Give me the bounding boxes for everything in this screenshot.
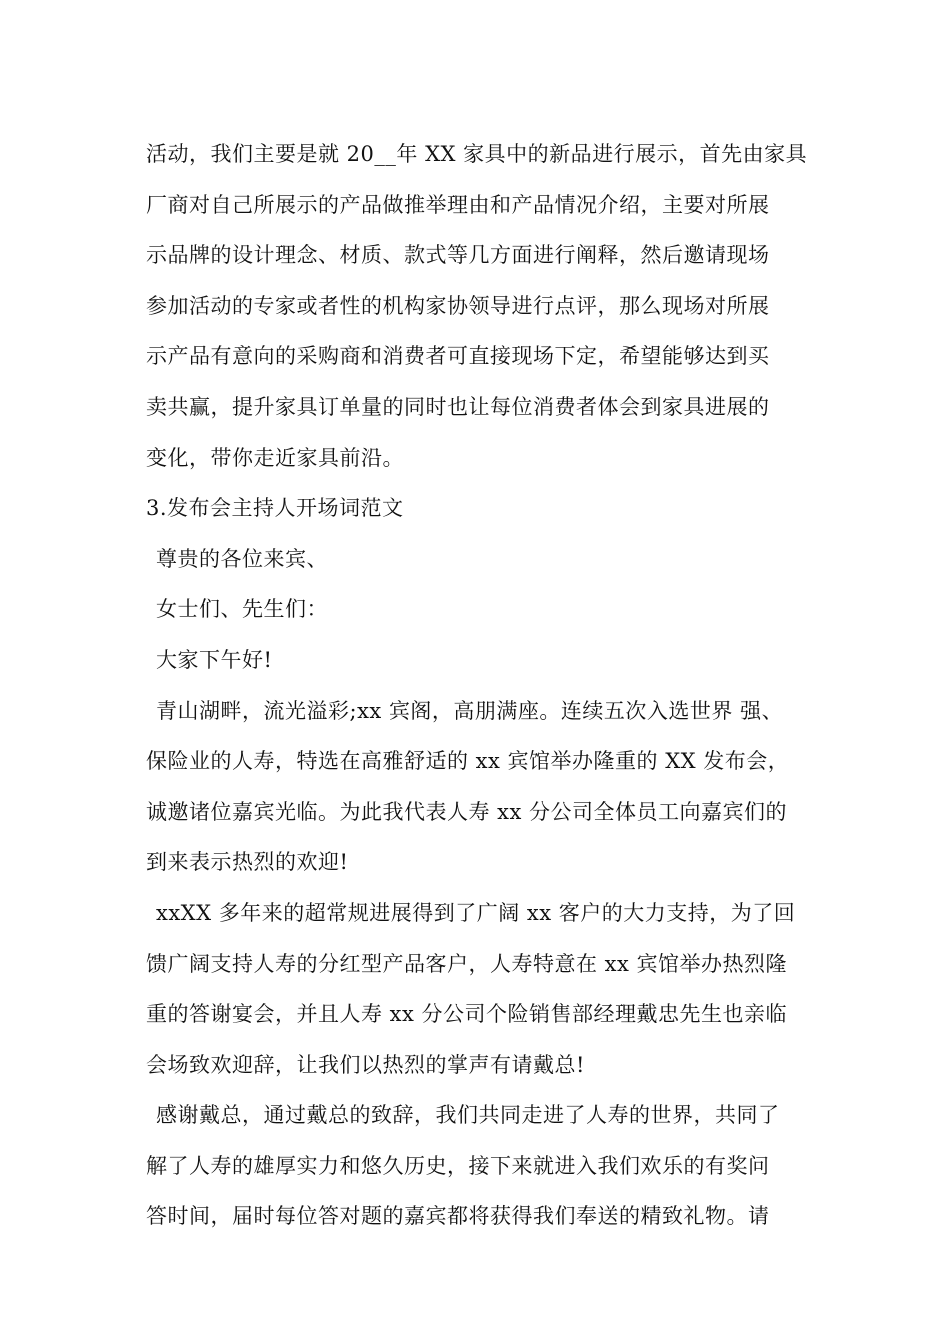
paragraph-3-line-1: 感谢戴总，通过戴总的致辞，我们共同走进了人寿的世界，共同了 (156, 1103, 780, 1128)
text-line-1: 活动，我们主要是就 20__年 XX 家具中的新品进行展示，首先由家具 (146, 142, 808, 166)
paragraph-1-line-2: 保险业的人寿，特选在高雅舒适的 xx 宾馆举办隆重的 XX 发布会， (146, 749, 790, 774)
greeting-line-1: 尊贵的各位来宾、 (156, 546, 328, 571)
text-line-6: 卖共赢，提升家具订单量的同时也让每位消费者体会到家具进展的 (146, 394, 770, 419)
text-line-2: 厂商对自己所展示的产品做推举理由和产品情况介绍，主要对所展 (146, 192, 770, 217)
text-line-4: 参加活动的专家或者性的机构家协领导进行点评，那么现场对所展 (146, 293, 770, 318)
paragraph-3-line-2: 解了人寿的雄厚实力和悠久历史，接下来就进入我们欢乐的有奖问 (146, 1153, 770, 1178)
paragraph-2-line-3: 重的答谢宴会，并且人寿 xx 分公司个险销售部经理戴忠先生也亲临 (146, 1002, 788, 1027)
text-line-5: 示产品有意向的采购商和消费者可直接现场下定，希望能够达到买 (146, 344, 770, 369)
paragraph-2-line-2: 馈广阔支持人寿的分红型产品客户，人寿特意在 xx 宾馆举办热烈隆 (146, 951, 788, 976)
section-heading: 3.发布会主持人开场词范文 (146, 496, 404, 521)
paragraph-1-line-4: 到来表示热烈的欢迎! (146, 850, 349, 875)
paragraph-3-line-3: 答时间，届时每位答对题的嘉宾都将获得我们奉送的精致礼物。请 (146, 1204, 770, 1229)
document-body (146, 129, 826, 1242)
text-line-3: 示品牌的设计理念、材质、款式等几方面进行阐释，然后邀请现场 (146, 243, 770, 268)
greeting-line-3: 大家下午好! (156, 647, 273, 672)
paragraph-2-line-4: 会场致欢迎辞，让我们以热烈的掌声有请戴总! (146, 1052, 585, 1077)
paragraph-1-line-3: 诚邀诸位嘉宾光临。为此我代表人寿 xx 分公司全体员工向嘉宾们的 (146, 799, 788, 824)
paragraph-1-line-1: 青山湖畔，流光溢彩;xx 宾阁，高朋满座。连续五次入选世界 强、 (156, 698, 784, 723)
text-line-7: 变化，带你走近家具前沿。 (146, 445, 404, 470)
greeting-line-2: 女士们、先生们： (156, 597, 328, 622)
paragraph-2-line-1: xxXX 多年来的超常规进展得到了广阔 xx 客户的大力支持，为了回 (156, 900, 796, 925)
